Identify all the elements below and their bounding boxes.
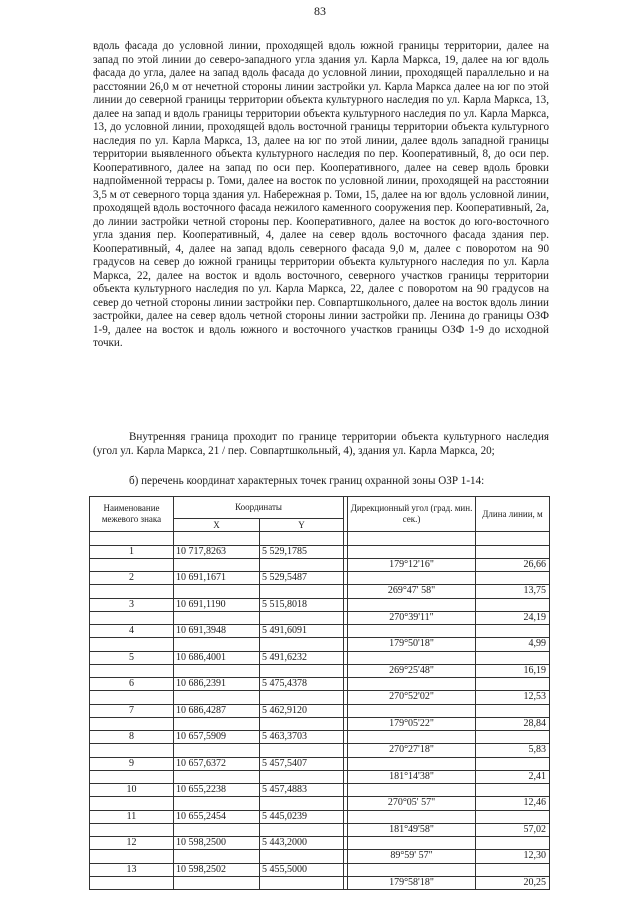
segment-length: 13,75 — [476, 585, 550, 598]
segment-row — [90, 744, 550, 757]
point-y: 5 457,4883 — [260, 784, 344, 797]
point-y: 5 529,5487 — [260, 572, 344, 585]
page-number: 83 — [314, 4, 326, 18]
header-marker-name: Наименование межевого знака — [90, 497, 174, 532]
point-y: 5 475,4378 — [260, 678, 344, 691]
segment-row — [90, 585, 550, 598]
segment-row — [90, 611, 550, 624]
point-number: 11 — [90, 810, 174, 823]
header-x: X — [174, 519, 260, 532]
point-number: 8 — [90, 731, 174, 744]
point-y: 5 462,9120 — [260, 704, 344, 717]
segment-angle: 181°49'58" — [348, 823, 476, 836]
point-y: 5 491,6091 — [260, 625, 344, 638]
point-row — [90, 598, 550, 611]
point-y: 5 443,2000 — [260, 837, 344, 850]
point-x: 10 657,6372 — [174, 757, 260, 770]
header-line-length: Длина линии, м — [476, 497, 550, 532]
point-number: 1 — [90, 545, 174, 558]
header-coordinates: Координаты — [174, 497, 344, 519]
point-x: 10 655,2454 — [174, 810, 260, 823]
point-number: 5 — [90, 651, 174, 664]
point-x: 10 691,1671 — [174, 572, 260, 585]
point-number: 7 — [90, 704, 174, 717]
point-row — [90, 810, 550, 823]
point-row — [90, 704, 550, 717]
point-row — [90, 545, 550, 558]
segment-length: 28,84 — [476, 717, 550, 730]
segment-angle: 270°05' 57" — [348, 797, 476, 810]
segment-length: 24,19 — [476, 611, 550, 624]
paragraph-coordinates-intro: б) перечень координат характерных точек границ охранной зоны ОЗР 1-14: — [129, 475, 485, 487]
segment-angle: 269°47' 58" — [348, 585, 476, 598]
segment-angle: 179°50'18" — [348, 638, 476, 651]
point-row — [90, 572, 550, 585]
point-row — [90, 651, 550, 664]
point-number: 12 — [90, 837, 174, 850]
point-x: 10 686,2391 — [174, 678, 260, 691]
segment-angle: 179°12'16" — [348, 558, 476, 571]
point-x: 10 691,1190 — [174, 598, 260, 611]
paragraph-inner-boundary: Внутренняя граница проходит по границе территории объекта культурного наследия (угол ул. Карла Маркса, 21 / пер. Совпартшкольный, 4), здания ул. Карла Маркса, 20; — [93, 431, 549, 457]
point-x: 10 598,2502 — [174, 863, 260, 876]
segment-row — [90, 876, 550, 889]
point-row — [90, 837, 550, 850]
point-y: 5 463,3703 — [260, 731, 344, 744]
segment-angle: 179°58'18" — [348, 876, 476, 889]
point-x: 10 686,4001 — [174, 651, 260, 664]
point-number: 4 — [90, 625, 174, 638]
segment-angle: 181°14'38" — [348, 770, 476, 783]
segment-row — [90, 664, 550, 677]
segment-length: 20,25 — [476, 876, 550, 889]
coordinates-table — [89, 496, 550, 890]
paragraph-boundary-description: вдоль фасада до условной линии, проходящей вдоль южной границы территории, далее на запад по этой линии до северо-западного угла здания ул. Карла Маркса, 19, далее на юг вдоль фасада до угла, далее на запад вдоль фасада до условной линии, проходящей параллельно и на расстоянии 26,0 м от нечетной стороны линии застройки ул. Карла Маркса далее на юг по этой линии до северной границы территории объекта культурного наследия по ул. Карла Маркса, 13, далее на запад и вдоль границы территории объекта культурного наследия по ул. Карла Маркса, 13, до условной линии, проходящей вдоль восточной границы территории объекта культурного наследия по ул. Карла Маркса, 13, далее на юг по этой линии, далее вдоль западной границы территории выявленного объекта культурного наследия по пер. Кооперативный, 8, до оси пер. Кооперативного, далее на запад по оси пер. Кооперативного, далее на север вдоль бровки надпойменной террасы р. Томи, далее на восток по условной линии, проходящей на расстоянии 3,5 м от северного торца здания ул. Набережная р. Томи, 15, далее на юг вдоль условной линии, проходящей вдоль восточного фасада нежилого каменного сооружения пер. Кооперативный, 2а, до линии застройки четной стороны пер. Кооперативного, далее на восток до юго-восточного угла здания пер. Кооперативный, 4, далее на север вдоль восточного фасада здания пер. Кооперативный, 4, далее на запад вдоль северного фасада 9,0 м, далее с поворотом на 90 градусов на север до южной границы территории объекта культурного наследия по ул. Карла Маркса, 22, далее на восток и вдоль восточного, северного участков границы территории объекта культурного наследия по ул. Карла Маркса, 22, далее с поворотом на 90 градусов на север до четной стороны линии застройки пер. Совпартшкольного, далее на восток вдоль линии застройки, далее на север вдоль четной стороны линии застройки пр. Ленина до границы ОЗФ 1-9, далее на восток и вдоль южного и восточного участков границы ОЗФ 1-9 до исходной точки. — [93, 40, 549, 349]
point-number: 13 — [90, 863, 174, 876]
point-number: 2 — [90, 572, 174, 585]
point-x: 10 598,2500 — [174, 837, 260, 850]
segment-row — [90, 558, 550, 571]
segment-row — [90, 691, 550, 704]
segment-row — [90, 770, 550, 783]
point-row — [90, 863, 550, 876]
point-x: 10 657,5909 — [174, 731, 260, 744]
point-y: 5 515,8018 — [260, 598, 344, 611]
segment-angle: 269°25'48" — [348, 664, 476, 677]
point-y: 5 491,6232 — [260, 651, 344, 664]
point-row — [90, 784, 550, 797]
segment-angle: 270°27'18" — [348, 744, 476, 757]
segment-angle: 179°05'22" — [348, 717, 476, 730]
point-x: 10 691,3948 — [174, 625, 260, 638]
segment-length: 16,19 — [476, 664, 550, 677]
segment-angle: 89°59' 57" — [348, 850, 476, 863]
segment-length: 2,41 — [476, 770, 550, 783]
point-y: 5 455,5000 — [260, 863, 344, 876]
point-number: 9 — [90, 757, 174, 770]
segment-length: 12,53 — [476, 691, 550, 704]
segment-length: 5,83 — [476, 744, 550, 757]
point-row — [90, 678, 550, 691]
segment-row — [90, 638, 550, 651]
point-y: 5 529,1785 — [260, 545, 344, 558]
point-x: 10 686,4287 — [174, 704, 260, 717]
point-x: 10 717,8263 — [174, 545, 260, 558]
segment-length: 57,02 — [476, 823, 550, 836]
segment-length: 4,99 — [476, 638, 550, 651]
segment-row — [90, 717, 550, 730]
point-row — [90, 757, 550, 770]
point-y: 5 445,0239 — [260, 810, 344, 823]
point-number: 3 — [90, 598, 174, 611]
segment-length: 12,46 — [476, 797, 550, 810]
segment-angle: 270°39'11" — [348, 611, 476, 624]
header-y: Y — [260, 519, 344, 532]
point-number: 10 — [90, 784, 174, 797]
segment-row — [90, 823, 550, 836]
segment-angle: 270°52'02" — [348, 691, 476, 704]
segment-length: 12,30 — [476, 850, 550, 863]
point-x: 10 655,2238 — [174, 784, 260, 797]
header-direction-angle: Дирекционный угол (град. мин. сек.) — [348, 497, 476, 532]
segment-row — [90, 797, 550, 810]
segment-length: 26,66 — [476, 558, 550, 571]
segment-row — [90, 850, 550, 863]
point-row — [90, 731, 550, 744]
point-y: 5 457,5407 — [260, 757, 344, 770]
point-number: 6 — [90, 678, 174, 691]
point-row — [90, 625, 550, 638]
